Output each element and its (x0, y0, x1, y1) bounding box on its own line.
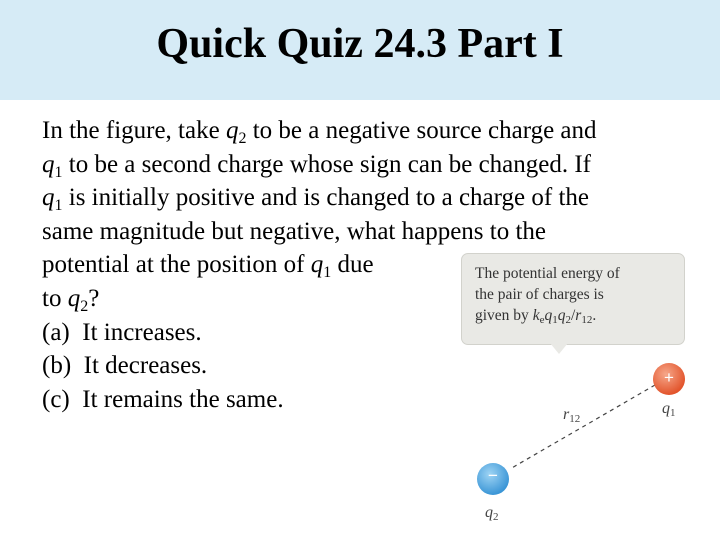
r12-label: $r_{12}$ (563, 406, 581, 425)
callout-line (475, 305, 684, 326)
callout-pointer (550, 343, 568, 354)
subscript: 2 (565, 314, 571, 326)
variable: q (557, 307, 566, 324)
subscript: 1 (54, 163, 63, 181)
q2-label: $q_2$ (485, 504, 499, 523)
variable: q (310, 251, 324, 279)
charges-figure (455, 250, 695, 525)
text-run: potential at the position of (42, 251, 311, 279)
subscript: 2 (80, 297, 89, 315)
text-run: to (42, 284, 68, 312)
text-run: to be a negative source charge and (246, 117, 597, 144)
answer-option: (b) It decreases. (42, 352, 208, 380)
text-run: the pair of charges is (475, 286, 604, 303)
distance-line (510, 385, 655, 469)
text-run: / (570, 307, 576, 324)
text-run: In the figure, take (42, 117, 226, 144)
question-line (42, 215, 682, 249)
variable: r (575, 307, 582, 324)
variable: q (67, 284, 81, 312)
text-run: . (592, 307, 597, 324)
text-run: to be a second charge whose sign can be changed. If (62, 150, 592, 178)
variable: q (42, 150, 55, 178)
subscript: 1 (552, 314, 558, 326)
potential-energy-callout (462, 254, 684, 344)
subscript: 2 (238, 130, 247, 147)
negative-sign: − (488, 466, 498, 485)
subscript: 1 (323, 264, 332, 282)
callout-text (475, 263, 684, 326)
answer-option: (a) It increases. (42, 318, 202, 346)
variable: q (544, 307, 553, 324)
text-run: The potential energy of (475, 265, 620, 282)
callout-line (475, 284, 684, 305)
text-run: ? (88, 284, 100, 312)
callout-line (475, 263, 684, 284)
variable: q (42, 184, 55, 212)
subscript: 1 (54, 197, 63, 215)
subscript: 12 (581, 314, 593, 326)
question-line (42, 114, 682, 148)
text-run: is initially positive and is changed to a charge of the (62, 184, 589, 212)
q1-label: $q_1$ (662, 400, 676, 419)
variable: k (532, 307, 540, 324)
positive-sign: + (664, 368, 674, 387)
slide-title: Quick Quiz 24.3 Part I (156, 21, 564, 67)
answer-option: (c) It remains the same. (42, 385, 284, 413)
text-run: same magnitude but negative, what happens to the (42, 217, 547, 245)
question-line (42, 181, 682, 215)
variable: q (225, 117, 239, 144)
subscript: e (539, 314, 545, 326)
text-run: due (331, 251, 374, 279)
question-line (42, 148, 682, 182)
text-run: given by (475, 307, 533, 324)
